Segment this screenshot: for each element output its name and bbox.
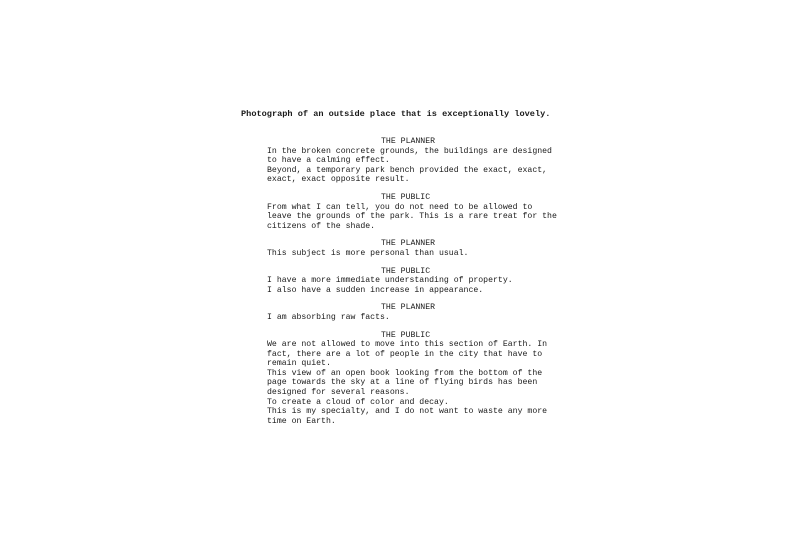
dialogue-line: This subject is more personal than usual. bbox=[267, 248, 469, 258]
dialogue-line: exact, exact opposite result. bbox=[267, 175, 410, 185]
dialogue-block bbox=[267, 193, 577, 231]
speaker-name: THE PUBLIC bbox=[381, 266, 431, 276]
dialogue-line: We are not allowed to move into this section of Earth. In bbox=[267, 340, 548, 350]
speaker-name: THE PLANNER bbox=[381, 303, 436, 313]
speaker-name: THE PUBLIC bbox=[381, 330, 431, 340]
dialogue-line: time on Earth. bbox=[267, 416, 336, 426]
dialogue-line: I have a more immediate understanding of property. bbox=[267, 276, 513, 286]
dialogue-line: I also have a sudden increase in appearance. bbox=[267, 285, 484, 295]
dialogue-line: To create a cloud of color and decay. bbox=[267, 397, 449, 407]
dialogue-line: From what I can tell, you do not need to be allowed to bbox=[267, 202, 533, 212]
dialogue-line: citizens of the shade. bbox=[267, 221, 376, 231]
speaker-name: THE PLANNER bbox=[381, 239, 436, 249]
dialogue-block bbox=[267, 267, 577, 296]
dialogue-line: leave the grounds of the park. This is a rare treat for the bbox=[267, 212, 557, 222]
dialogue-line: page towards the sky at a line of flying birds has been bbox=[267, 378, 538, 388]
dialogue-line: Beyond, a temporary park bench provided the exact, exact, bbox=[267, 165, 548, 175]
dialogue-block bbox=[267, 331, 577, 427]
dialogue-block bbox=[267, 239, 577, 258]
script-body bbox=[267, 137, 577, 434]
dialogue-line: In the broken concrete grounds, the buildings are designed bbox=[267, 146, 552, 156]
dialogue-line: fact, there are a lot of people in the city that have to bbox=[267, 349, 543, 359]
dialogue-block bbox=[267, 303, 577, 322]
dialogue-line: I am absorbing raw facts. bbox=[267, 312, 390, 322]
dialogue-block bbox=[267, 137, 577, 185]
speaker-name: THE PLANNER bbox=[381, 137, 436, 146]
dialogue-line: remain quiet. bbox=[267, 359, 331, 369]
dialogue-line: designed for several reasons. bbox=[267, 388, 410, 398]
dialogue-line: This view of an open book looking from the bottom of the bbox=[267, 368, 543, 378]
document-heading: Photograph of an outside place that is exceptionally lovely. bbox=[241, 109, 551, 119]
dialogue-line: This is my specialty, and I do not want to waste any more bbox=[267, 407, 548, 417]
dialogue-line: to have a calming effect. bbox=[267, 156, 390, 166]
speaker-name: THE PUBLIC bbox=[381, 192, 431, 202]
